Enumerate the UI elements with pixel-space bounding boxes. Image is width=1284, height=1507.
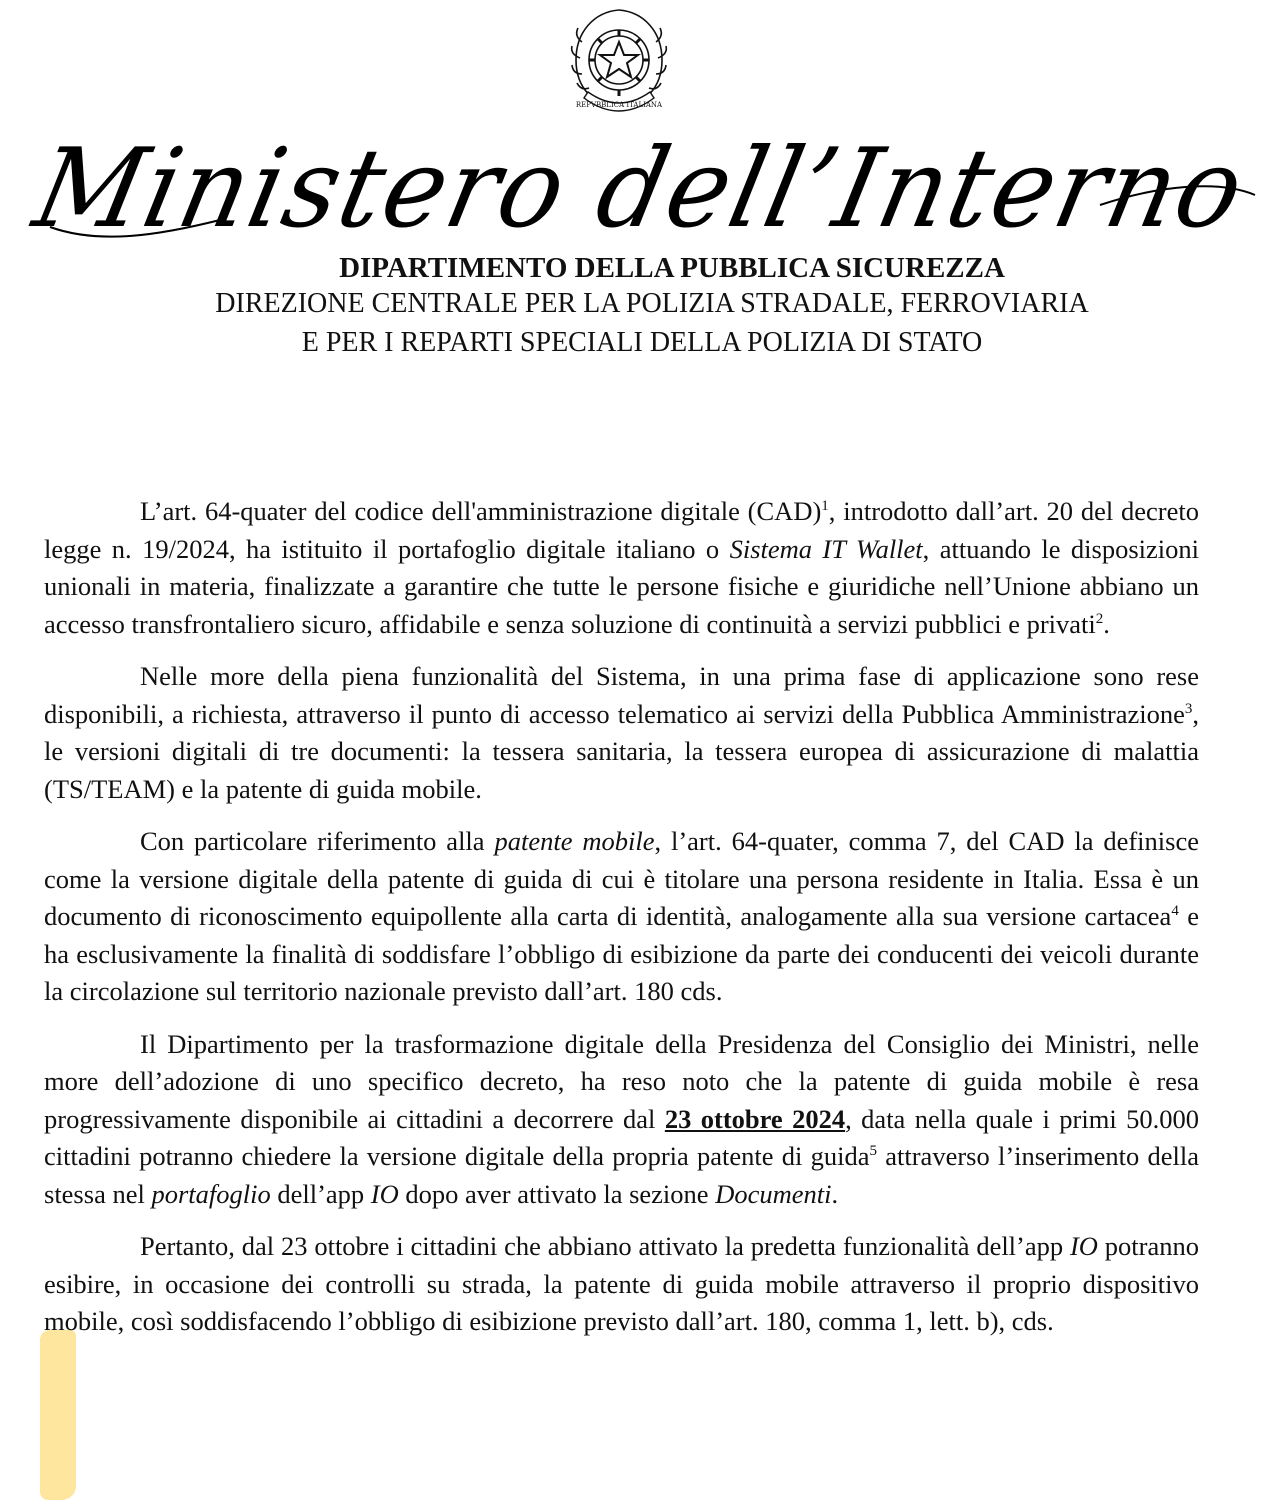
p5-text-b: potranno esibire, in occasione dei controlli su strada, la patente di guida mobile attraverso il proprio dispositivo mobile, così soddisfacendo l’obbligo di esibizione previsto dall’art. 180, comma 1, lett. b), cds. bbox=[44, 1231, 1199, 1336]
republic-emblem-icon bbox=[564, 2, 674, 124]
p3-text-b: , l’art. 64-quater, comma 7, del CAD la definisce come la versione digitale della patente di guida di cui è titolare una persona residente in Italia. Essa è un documento di riconoscimento equipollente alla carta di identità, analogamente alla sua versione cartacea bbox=[44, 826, 1199, 931]
highlighter-mark bbox=[40, 1330, 76, 1500]
direction-title-line1: DIREZIONE CENTRALE PER LA POLIZIA STRADALE, FERROVIARIA bbox=[215, 288, 1089, 319]
paragraph-3 bbox=[44, 823, 1199, 1011]
p1-italic: Sistema IT Wallet bbox=[729, 533, 923, 564]
ministry-title bbox=[24, 120, 1256, 255]
paragraph-4 bbox=[44, 1026, 1199, 1214]
p4-text-e: dopo aver attivato la sezione bbox=[398, 1178, 716, 1209]
direction-title-line2: E PER I REPARTI SPECIALI DELLA POLIZIA DI STATO bbox=[301, 327, 983, 358]
paragraph-1 bbox=[44, 493, 1199, 643]
p4-italic-2: IO bbox=[370, 1178, 399, 1209]
p3-italic: patente mobile bbox=[494, 826, 655, 856]
ministry-title-text: Ministero dell’Interno bbox=[24, 123, 1256, 252]
p4-date-emphasis: 23 ottobre 2024 bbox=[664, 1103, 846, 1134]
paragraph-5 bbox=[44, 1228, 1199, 1341]
document-body bbox=[44, 493, 1199, 1356]
p4-text-d: dell’app bbox=[270, 1178, 371, 1209]
footnote-ref-1: 1 bbox=[821, 498, 829, 514]
p3-text-a: Con particolare riferimento alla bbox=[140, 826, 495, 856]
p5-text-a: Pertanto, dal 23 ottobre i cittadini che abbiano attivato la predetta funzionalità dell’app bbox=[140, 1231, 1070, 1261]
p4-italic-3: Documenti bbox=[715, 1178, 832, 1209]
p1-text-b: , introdotto dall’art. 20 del decreto legge n. 19/2024, ha istituito il portafoglio digitale italiano o bbox=[44, 496, 1199, 564]
footnote-ref-4: 4 bbox=[1171, 903, 1179, 919]
p4-italic-1: portafoglio bbox=[151, 1178, 271, 1209]
p3-text-c: e ha esclusivamente la finalità di soddisfare l’obbligo di esibizione da parte dei conducenti dei veicoli durante la circolazione sul territorio nazionale previsto dall’art. 180 cds. bbox=[44, 901, 1199, 1006]
footnote-ref-2: 2 bbox=[1095, 610, 1104, 627]
svg-text:REPVBBLICA ITALIANA: REPVBBLICA ITALIANA bbox=[575, 101, 663, 109]
p5-italic: IO bbox=[1069, 1231, 1098, 1261]
footnote-ref-3: 3 bbox=[1184, 700, 1193, 717]
department-title: DIPARTIMENTO DELLA PUBBLICA SICUREZZA bbox=[339, 252, 1005, 284]
p1-text-a: L’art. 64-quater del codice dell'amministrazione digitale (CAD) bbox=[140, 496, 822, 526]
p2-text-b: , le versioni digitali di tre documenti: la tessera sanitaria, la tessera europea di assicurazione di malattia (TS/TEAM) e la patente di guida mobile. bbox=[44, 698, 1199, 804]
p4-text-c: attraverso l’inserimento della stessa nel bbox=[44, 1141, 1199, 1209]
p1-text-d: . bbox=[1103, 608, 1110, 639]
paragraph-2 bbox=[44, 658, 1199, 808]
p1-text-c: , attuando le disposizioni unionali in materia, finalizzate a garantire che tutte le persone fisiche e giuridiche nell’Unione abbiano un accesso transfrontaliero sicuro, affidabile e senza soluzione di continuità a servizi pubblici e privati bbox=[44, 533, 1200, 639]
p4-text-b: , data nella quale i primi 50.000 cittadini potranno chiedere la versione digitale della propria patente di guida bbox=[44, 1103, 1200, 1171]
p4-text-f: . bbox=[831, 1178, 839, 1209]
footnote-ref-5: 5 bbox=[869, 1143, 878, 1159]
p2-text-a: Nelle more della piena funzionalità del Sistema, in una prima fase di applicazione sono rese disponibili, a richiesta, attraverso il punto di accesso telematico ai servizi della Pubblica Amministrazione bbox=[44, 661, 1199, 729]
p4-text-a: Il Dipartimento per la trasformazione digitale della Presidenza del Consiglio dei Ministri, nelle more dell’adozione di uno specifico decreto, ha reso noto che la patente di guida mobile è resa progressivamente disponibile ai cittadini a decorrere dal bbox=[44, 1028, 1199, 1134]
